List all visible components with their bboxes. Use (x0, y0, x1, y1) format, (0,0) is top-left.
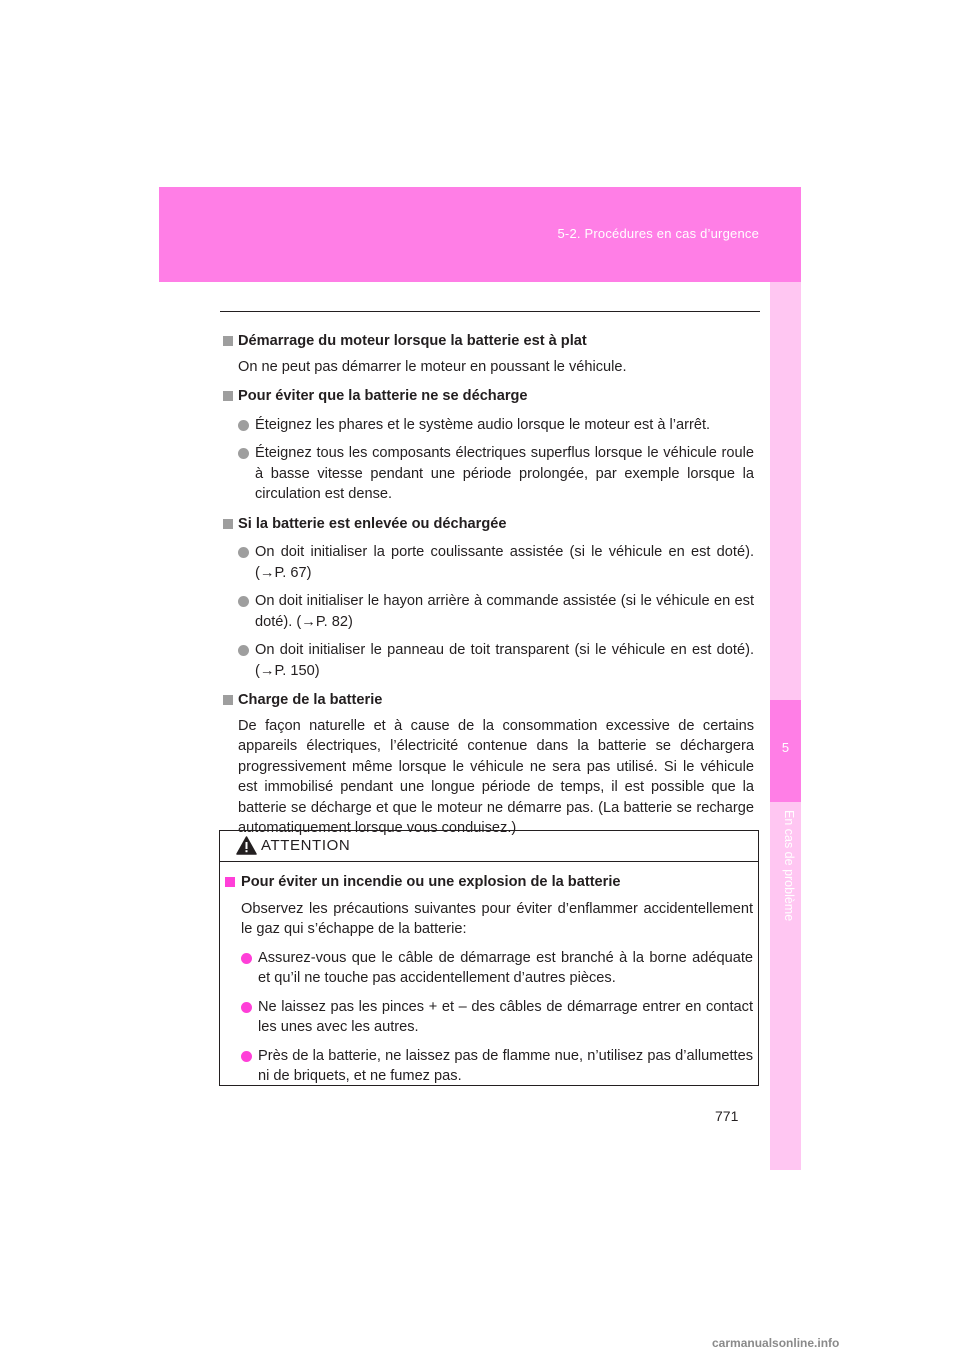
warning-triangle-icon (236, 836, 257, 855)
square-bullet-icon (223, 336, 233, 346)
round-bullet-icon (238, 596, 249, 607)
warning-box (219, 830, 759, 1086)
watermark: carmanualsonline.info (712, 1336, 840, 1350)
warning-paragraph: Observez les précautions suivantes pour éviter d’enflammer accidentellement le gaz qui s’échappe de la batterie: (241, 900, 753, 937)
section-heading: Pour éviter que la batterie ne se décharge (222, 386, 754, 407)
section-heading: Si la batterie est enlevée ou déchargée (222, 514, 754, 535)
page-number: 771 (715, 1108, 739, 1124)
list-item: On doit initialiser le hayon arrière à commande assistée (si le véhicule en est doté). (→P. 82) (238, 591, 754, 632)
section-heading: Charge de la batterie (222, 690, 754, 711)
square-bullet-icon (223, 695, 233, 705)
header-band (159, 187, 801, 282)
list-item: Éteignez les phares et le système audio lorsque le moteur est à l’arrêt. (238, 415, 754, 436)
warning-header (220, 831, 758, 862)
list-item: Assurez-vous que le câble de démarrage est branché à la borne adéquate et qu’il ne touche pas accidentellement d’autres pièces. (241, 948, 753, 989)
list-item: On doit initialiser la porte coulissante assistée (si le véhicule en est doté). (→P. 67) (238, 542, 754, 583)
chapter-label: En cas de problème (782, 810, 796, 922)
top-rule (220, 311, 760, 312)
round-bullet-icon (241, 1051, 252, 1062)
square-bullet-icon (223, 519, 233, 529)
section-paragraph: De façon naturelle et à cause de la consommation excessive de certains appareils électriques, l’électricité contenue dans la batterie se déchargera progressivement même lorsque le véhicule ne sera pas utilisé. Si le véhicule est immobilisé pendant une longue période de temps, il est possible que la batterie se décharge et que le moteur ne démarre pas. (La batterie se recharge automatiquement lorsque vous conduisez.) (238, 717, 754, 836)
square-bullet-icon (225, 877, 235, 887)
section-heading: Démarrage du moteur lorsque la batterie est à plat (222, 331, 754, 352)
main-content (222, 322, 754, 839)
list-item: Éteignez tous les composants électriques superflus lorsque le véhicule roule à basse vitesse pendant une période prolongée, par exemple lorsque la circulation est dense. (238, 443, 754, 505)
list-item: Ne laissez pas les pinces + et – des câbles de démarrage entrer en contact les unes avec les autres. (241, 997, 753, 1038)
round-bullet-icon (241, 953, 252, 964)
section-title: 5-2. Procédures en cas d’urgence (557, 226, 759, 241)
chapter-tab[interactable] (770, 700, 801, 802)
square-bullet-icon (223, 391, 233, 401)
warning-heading: Pour éviter un incendie ou une explosion de la batterie (223, 872, 753, 893)
round-bullet-icon (241, 1002, 252, 1013)
list-item: On doit initialiser le panneau de toit transparent (si le véhicule en est doté). (→P. 150) (238, 640, 754, 681)
chapter-number: 5 (781, 740, 790, 755)
list-item: Près de la batterie, ne laissez pas de flamme nue, n’utilisez pas d’allumettes ni de briquets, et ne fumez pas. (241, 1046, 753, 1087)
warning-content (220, 862, 758, 1087)
section-paragraph: On ne peut pas démarrer le moteur en poussant le véhicule. (238, 358, 627, 375)
warning-title: ATTENTION (261, 837, 351, 854)
round-bullet-icon (238, 448, 249, 459)
round-bullet-icon (238, 420, 249, 431)
round-bullet-icon (238, 547, 249, 558)
round-bullet-icon (238, 645, 249, 656)
